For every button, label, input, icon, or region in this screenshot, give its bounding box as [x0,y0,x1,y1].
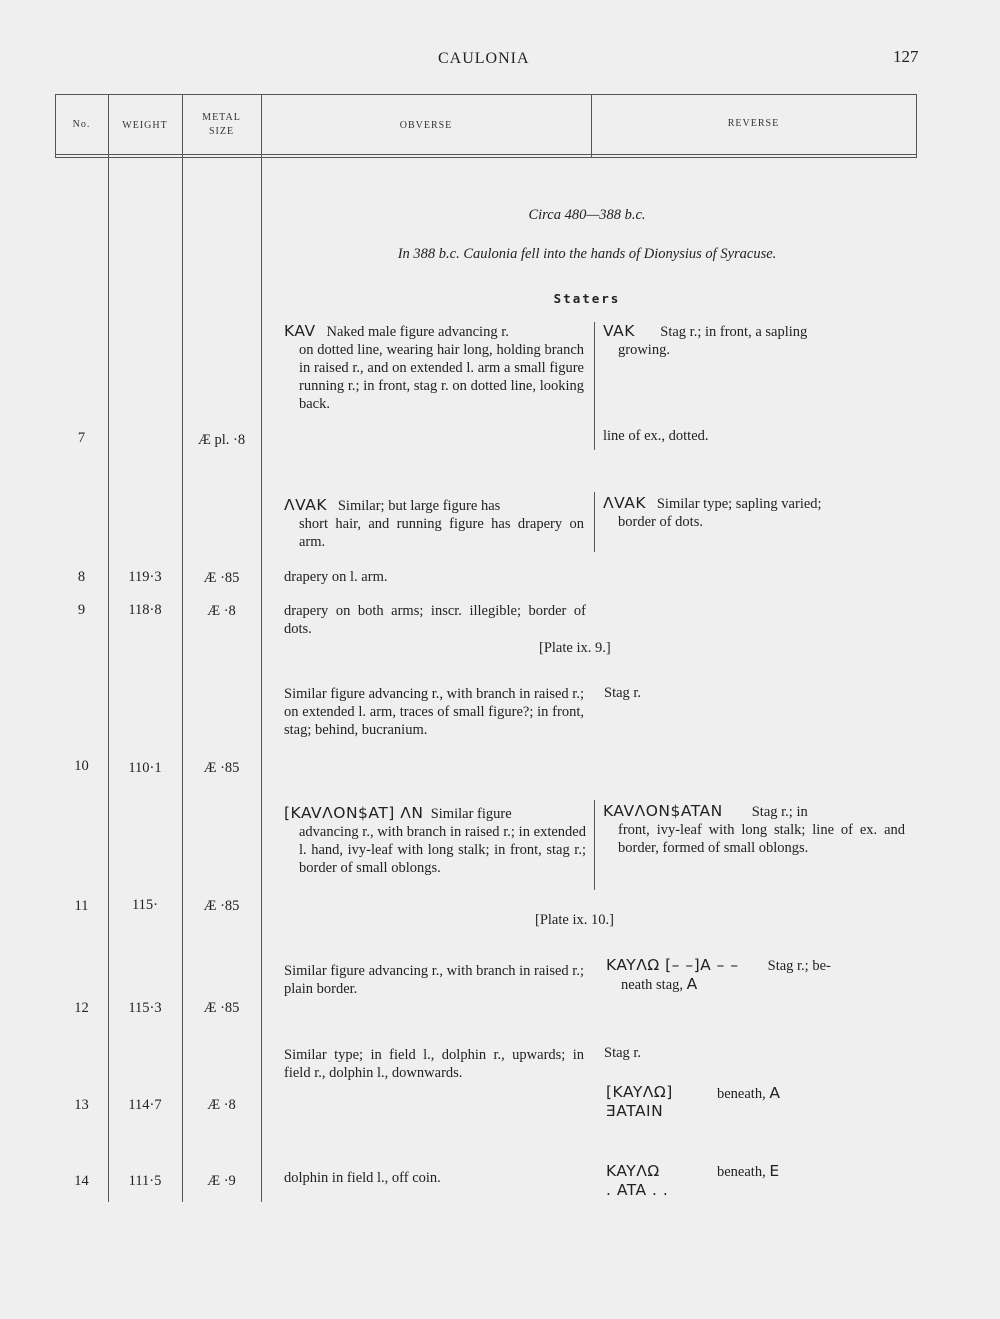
reverse-description-6: Stag r. [604,1045,642,1061]
col-rule-no [108,94,109,1202]
row-11-metal: Æ ·85 [203,898,240,914]
section-heading: Staters [553,291,621,306]
row-13-weight: 114·7 [128,1097,162,1113]
row-10-no: 10 [74,758,89,774]
row-14-weight: 111·5 [128,1173,162,1189]
row-12-weight: 115·3 [128,1000,162,1016]
reverse-letter: A [686,975,698,993]
plate-reference-2: [Plate ix. 10.] [535,912,614,928]
obverse-description-2: ΛVAK Similar; but large figure has short hair, and running figure has drapery on arm. [284,496,584,550]
header-bottom-rule [55,154,917,155]
row-14-reverse: beneath, E [717,1162,780,1180]
col-header-metal-size: METAL SIZE [202,112,241,137]
row-12-no: 12 [74,1000,89,1016]
reverse-letter: E [769,1162,780,1180]
section-period: Circa 480—388 b.c. [528,207,646,223]
obverse-description-1: KAV Naked male figure advancing r. on dotted line, wearing hair long, holding branch in raised r., and on extended l. arm a small figure running r.; in front, stag r. on dotted line, looking back. [284,322,584,412]
reverse-legend: VAK [603,322,635,340]
reverse-legend: KAYΛΩ [– –]A – – [606,956,739,974]
row-8-obverse: drapery on l. arm. [284,569,388,585]
row-13-no: 13 [74,1097,89,1113]
row-10-weight: 110·1 [128,760,162,776]
col-header-reverse: REVERSE [727,118,780,129]
header-double-rule [55,157,917,158]
obverse-legend: KAV [284,322,316,340]
running-title: CAULONIA [438,50,530,67]
row-7-no: 7 [77,430,86,446]
obverse-description-6: Similar type; in field l., dolphin r., upwards; in field r., dolphin l., downwards. [284,1047,584,1081]
col-header-no: No. [72,119,91,130]
row-8-weight: 119·3 [128,569,162,585]
col-header-obverse: OBVERSE [399,120,453,131]
obverse-description-4: [KAVΛOΝ$AT] ΛΝ Similar figure advancing r., with branch in raised r.; in extended l. hand, ivy-leaf with long stalk; in front, stag r.; border of small oblongs. [284,804,586,876]
row-7-reverse: line of ex., dotted. [603,428,709,444]
row-8-no: 8 [77,569,86,585]
row-9-no: 9 [77,602,86,618]
right-rule [916,94,917,157]
row-9-metal: Æ ·8 [207,603,236,619]
plate-reference-1: [Plate ix. 9.] [539,640,611,656]
obverse-legend: ΛVAK [284,496,327,514]
section-note: In 388 b.c. Caulonia fell into the hands of Dionysius of Syracuse. [397,246,777,262]
row-13-metal: Æ ·8 [207,1097,236,1113]
col-rule-weight [182,94,183,1202]
reverse-description-2: ΛVAK Similar type; sapling varied; border of dots. [603,494,822,530]
row-9-weight: 118·8 [128,602,162,618]
row-11-weight: 115· [131,897,159,913]
row-8-metal: Æ ·85 [203,570,240,586]
row-9-obverse: drapery on both arms; inscr. illegible; border of dots. [284,603,586,637]
col-rule-obverse-3 [594,800,595,890]
row-14-metal: Æ ·9 [207,1173,236,1189]
reverse-letter: A [769,1084,781,1102]
row-10-metal: Æ ·85 [203,760,240,776]
reverse-legend: KAVΛOΝ$ATAΝ [603,802,723,820]
row-12-metal: Æ ·85 [203,1000,240,1016]
page-number: 127 [893,47,919,66]
reverse-legend: ΛVAK [603,494,646,512]
col-rule-obverse-2 [594,492,595,552]
row-14-obverse: dolphin in field l., off coin. [284,1170,441,1186]
reverse-description-4: KAVΛOΝ$ATAΝ Stag r.; in front, ivy-leaf with long stalk; line of ex. and border, formed of small oblongs. [603,802,905,856]
reverse-description-1: VAK Stag r.; in front, a sapling growing. [603,322,808,358]
col-rule-obverse-1 [594,322,595,450]
col-header-weight: WEIGHT [122,120,168,131]
obverse-description-5: Similar figure advancing r., with branch in raised r.; plain border. [284,963,584,997]
row-14-no: 14 [74,1173,89,1189]
obverse-description-3: Similar figure advancing r., with branch in raised r.; on extended l. arm, traces of small figure?; in front, stag; behind, bucranium. [284,686,584,738]
row-13-reverse-legend: [KAYΛΩ] ƎATAIΝ [606,1083,673,1120]
row-14-reverse-legend: KAYΛΩ . ATA . . [606,1162,669,1199]
obverse-legend: [KAVΛOΝ$AT] ΛΝ [284,804,424,822]
row-7-metal: Æ pl. ·8 [197,432,246,448]
row-13-reverse: beneath, A [717,1084,781,1102]
row-11-no: 11 [74,898,89,914]
reverse-description-3: Stag r. [604,685,642,701]
reverse-description-5: KAYΛΩ [– –]A – – Stag r.; be- neath stag, A [606,956,831,993]
table-top-rule [55,94,917,95]
